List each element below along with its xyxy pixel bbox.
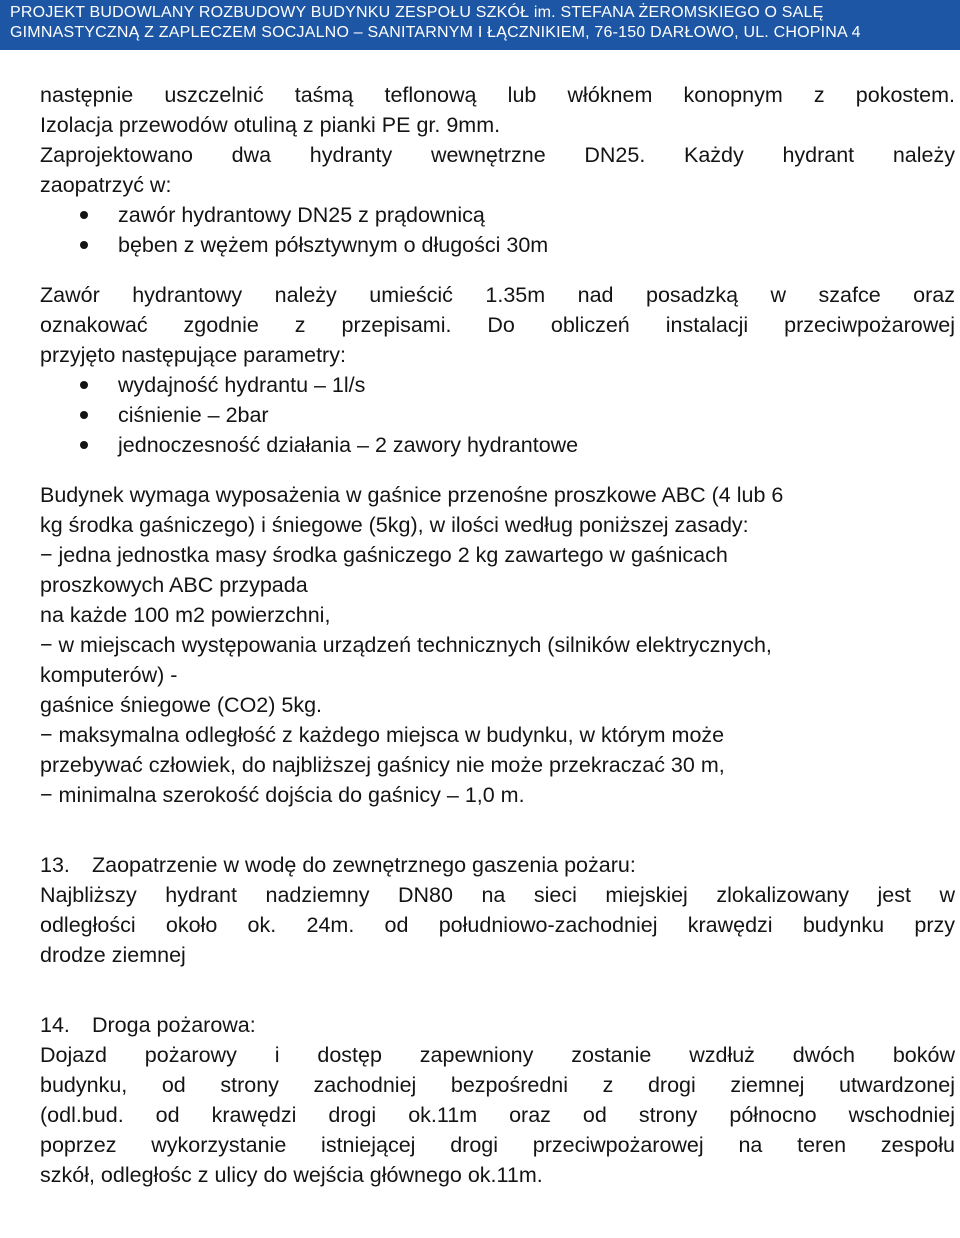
text-line: proszkowych ABC przypada xyxy=(40,573,308,597)
text-line: Dojazd pożarowy i dostęp zapewniony zostanie wzdłuż dwóch boków xyxy=(40,1043,955,1067)
text-line: poprzez wykorzystanie istniejącej drogi przeciwpożarowej na teren zespołu xyxy=(40,1133,955,1157)
bullet-icon xyxy=(80,411,88,419)
text-line: budynku, od strony zachodniej bezpośredni z drogi ziemnej utwardzonej xyxy=(40,1073,955,1097)
list-item xyxy=(40,200,955,230)
text-line: Budynek wymaga wyposażenia w gaśnice przenośne proszkowe ABC (4 lub 6 xyxy=(40,483,784,507)
bullet-icon xyxy=(80,211,88,219)
list-item xyxy=(40,400,955,430)
list-item-text: wydajność hydrantu – 1l/s xyxy=(118,373,366,397)
document-header xyxy=(0,0,960,50)
text-line: przebywać człowiek, do najbliższej gaśnicy nie może przekraczać 30 m, xyxy=(40,753,725,777)
text-line: Najbliższy hydrant nadziemny DN80 na sieci miejskiej zlokalizowany jest w xyxy=(40,883,955,907)
text-line: na każde 100 m2 powierzchni, xyxy=(40,603,331,627)
document-body xyxy=(40,80,955,1190)
text-line: − w miejscach występowania urządzeń technicznych (silników elektrycznych, xyxy=(40,633,772,657)
text-line: następnie uszczelnić taśmą teflonową lub włóknem konopnym z pokostem. xyxy=(40,83,955,107)
header-line-2: GIMNASTYCZNĄ Z ZAPLECZEM SOCJALNO – SANITARNYM I ŁĄCZNIKIEM, 76-150 DARŁOWO, UL. CHOPINA 4 xyxy=(10,24,861,41)
text-line: gaśnice śniegowe (CO2) 5kg. xyxy=(40,693,323,717)
list-item-text: bęben z wężem półsztywnym o długości 30m xyxy=(118,233,549,257)
text-line: − minimalna szerokość dojścia do gaśnicy – 1,0 m. xyxy=(40,783,525,807)
section-number: 13. xyxy=(40,853,70,877)
section-title: Zaopatrzenie w wodę do zewnętrznego gaszenia pożaru: xyxy=(92,853,636,877)
text-line: − maksymalna odległość z każdego miejsca w budynku, w którym może xyxy=(40,723,725,747)
section-heading-13 xyxy=(40,850,955,880)
text-line: oznakować zgodnie z przepisami. Do obliczeń instalacji przeciwpożarowej xyxy=(40,313,955,337)
list-item-text: zawór hydrantowy DN25 z prądownicą xyxy=(118,203,485,227)
text-line: komputerów) - xyxy=(40,663,178,687)
section-title: Droga pożarowa: xyxy=(92,1013,256,1037)
list-item-text: jednoczesność działania – 2 zawory hydrantowe xyxy=(118,433,579,457)
list-item xyxy=(40,430,955,460)
text-line: odległości około ok. 24m. od południowo-zachodniej krawędzi budynku przy xyxy=(40,913,955,937)
text-line: − jedna jednostka masy środka gaśniczego 2 kg zawartego w gaśnicach xyxy=(40,543,728,567)
text-line: (odl.bud. od krawędzi drogi ok.11m oraz od strony północno wschodniej xyxy=(40,1103,955,1127)
list-item xyxy=(40,370,955,400)
list-item xyxy=(40,230,955,260)
text-line: Zawór hydrantowy należy umieścić 1.35m nad posadzką w szafce oraz xyxy=(40,283,955,307)
text-line: zaopatrzyć w: xyxy=(40,173,172,197)
text-line: drodze ziemnej xyxy=(40,943,186,967)
list-item-text: ciśnienie – 2bar xyxy=(118,403,269,427)
text-line: Zaprojektowano dwa hydranty wewnętrzne DN25. Każdy hydrant należy xyxy=(40,143,955,167)
bullet-icon xyxy=(80,381,88,389)
section-number: 14. xyxy=(40,1013,70,1037)
text-line: kg środka gaśniczego) i śniegowe (5kg), w ilości według poniższej zasady: xyxy=(40,513,749,537)
text-line: przyjęto następujące parametry: xyxy=(40,343,346,367)
bullet-icon xyxy=(80,441,88,449)
header-line-1: PROJEKT BUDOWLANY ROZBUDOWY BUDYNKU ZESPOŁU SZKÓŁ im. STEFANA ŻEROMSKIEGO O SALĘ xyxy=(10,4,824,21)
section-heading-14 xyxy=(40,1010,955,1040)
text-line: szkół, odległośc z ulicy do wejścia głównego ok.11m. xyxy=(40,1163,543,1187)
bullet-icon xyxy=(80,241,88,249)
text-line: Izolacja przewodów otuliną z pianki PE gr. 9mm. xyxy=(40,113,501,137)
